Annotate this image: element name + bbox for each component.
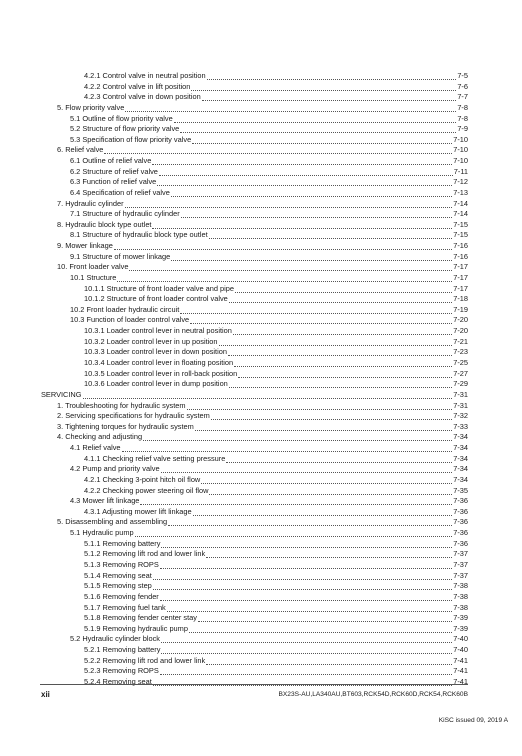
toc-entry-page: 7-17: [453, 262, 468, 272]
toc-entry-page: 7-38: [453, 591, 468, 601]
toc-entry-title: 8. Hydraulic block type outlet: [57, 219, 152, 229]
toc-entry-page: 7-23: [453, 347, 468, 357]
toc-leader-dots: [229, 381, 452, 388]
toc-entry-title: 5.2.3 Removing ROPS: [84, 666, 159, 676]
toc-leader-dots: [129, 264, 452, 271]
toc-entry: [84, 347, 468, 356]
toc-leader-dots: [135, 530, 453, 537]
toc-entry: [57, 432, 468, 441]
toc-entry-title: 5.2 Hydraulic cylinder block: [70, 634, 160, 644]
toc-entry-page: 7-37: [453, 570, 468, 580]
toc-entry: [70, 177, 468, 186]
toc-leader-dots: [233, 328, 452, 335]
toc-entry: [84, 507, 468, 516]
toc-entry: [84, 454, 468, 463]
toc-leader-dots: [152, 222, 452, 229]
toc-leader-dots: [209, 488, 452, 495]
toc-entry-title: 5.1.3 Removing ROPS: [84, 559, 159, 569]
toc-entry-title: 4.3.1 Adjusting mower lift linkage: [84, 506, 192, 516]
toc-entry-page: 7-34: [453, 464, 468, 474]
toc-entry-title: 5.2 Structure of flow priority valve: [70, 124, 180, 134]
toc-leader-dots: [211, 413, 452, 420]
toc-entry: [70, 188, 468, 197]
toc-entry-page: 7-40: [453, 645, 468, 655]
toc-entry: [84, 603, 468, 612]
toc-leader-dots: [153, 583, 452, 590]
toc-entry-page: 7-9: [457, 124, 468, 134]
toc-entry-page: 7-27: [453, 368, 468, 378]
toc-entry-page: 7-10: [453, 134, 468, 144]
toc-entry-page: 7-19: [453, 304, 468, 314]
toc-leader-dots: [160, 594, 452, 601]
toc-entry-page: 7-37: [453, 549, 468, 559]
toc-entry: [57, 199, 468, 208]
toc-leader-dots: [161, 466, 453, 473]
toc-entry: [84, 592, 468, 601]
toc-leader-dots: [192, 137, 452, 144]
toc-leader-dots: [189, 626, 452, 633]
toc-entry-page: 7-14: [453, 198, 468, 208]
toc-entry-page: 7-37: [453, 559, 468, 569]
toc-entry: [84, 379, 468, 388]
toc-entry: [84, 645, 468, 654]
toc-entry: [70, 135, 468, 144]
toc-entry-page: 7-41: [453, 666, 468, 676]
toc-entry-title: 4.2.1 Control valve in neutral position: [84, 71, 206, 80]
toc-entry: [70, 114, 468, 123]
toc-entry-page: 7-38: [453, 602, 468, 612]
toc-entry-title: 5.1.7 Removing fuel tank: [84, 602, 166, 612]
toc-entry: [84, 284, 468, 293]
toc-entry-title: 5.1.6 Removing fender: [84, 591, 159, 601]
toc-entry-title: 10.3.2 Loader control lever in up position: [84, 336, 218, 346]
toc-entry-title: 4.1 Relief valve: [70, 443, 121, 453]
toc-leader-dots: [219, 339, 453, 346]
toc-entry: [70, 315, 468, 324]
toc-entry: [57, 145, 468, 154]
toc-entry: [70, 634, 468, 643]
toc-leader-dots: [83, 392, 453, 399]
toc-entry: [70, 230, 468, 239]
toc-entry-title: 4.2.2 Control valve in lift position: [84, 81, 191, 91]
toc-entry: [57, 262, 468, 271]
toc-entry-title: 5.1.8 Removing fender center stay: [84, 613, 197, 623]
toc-entry-title: 8.1 Structure of hydraulic block type outlet: [70, 230, 208, 240]
toc-entry-page: 7-17: [453, 283, 468, 293]
toc-leader-dots: [167, 605, 452, 612]
toc-entry-title: 10.3.1 Loader control lever in neutral position: [84, 326, 232, 336]
toc-entry-title: 6.1 Outline of relief valve: [70, 156, 152, 166]
toc-entry-page: 7-15: [453, 219, 468, 229]
toc-entry: [70, 496, 468, 505]
toc-leader-dots: [174, 116, 457, 123]
toc-leader-dots: [235, 286, 452, 293]
toc-entry: [41, 390, 468, 399]
toc-leader-dots: [226, 456, 452, 463]
toc-entry: [70, 209, 468, 218]
toc-leader-dots: [143, 434, 452, 441]
toc-entry-page: 7-25: [453, 358, 468, 367]
toc-entry-title: 4.2.1 Checking 3-point hitch oil flow: [84, 474, 201, 484]
toc-leader-dots: [152, 158, 452, 165]
toc-leader-dots: [157, 179, 452, 186]
toc-entry-page: 7-39: [453, 613, 468, 623]
toc-entry-page: 7-29: [453, 379, 468, 389]
toc-entry-page: 7-13: [453, 187, 468, 197]
toc-entry-page: 7-36: [453, 538, 468, 548]
toc-entry: [70, 464, 468, 473]
toc-entry-page: 7-34: [453, 453, 468, 463]
toc-entry: [84, 369, 468, 378]
toc-entry-title: 5.1.1 Removing battery: [84, 538, 161, 548]
toc-entry-page: 7-34: [453, 443, 468, 453]
toc-leader-dots: [181, 211, 453, 218]
toc-entry: [84, 539, 468, 548]
toc-leader-dots: [160, 562, 452, 569]
toc-entry-title: 5.2.2 Removing lift rod and lower link: [84, 655, 206, 665]
toc-leader-dots: [161, 647, 452, 654]
toc-entry-page: 7-5: [457, 71, 468, 80]
toc-entry: [84, 549, 468, 558]
toc-entry-title: 10.1.2 Structure of front loader control valve: [84, 294, 228, 304]
toc-entry: [70, 156, 468, 165]
toc-entry: [84, 92, 468, 101]
toc-entry-title: 5.1.4 Removing seat: [84, 570, 152, 580]
toc-entry-title: 5.2.1 Removing battery: [84, 645, 161, 655]
toc-entry-page: 7-18: [453, 294, 468, 304]
toc-entry-page: 7-31: [453, 389, 468, 399]
toc-leader-dots: [104, 147, 452, 154]
toc-entry-title: 5.1.5 Removing step: [84, 581, 152, 591]
toc-leader-dots: [125, 105, 456, 112]
toc-entry-title: 5.3 Specification of flow priority valve: [70, 134, 192, 144]
toc-leader-dots: [160, 668, 452, 675]
toc-entry-page: 7-7: [457, 92, 468, 102]
toc-entry-page: 7-16: [453, 241, 468, 251]
toc-entry-title: SERVICING: [41, 389, 82, 399]
toc-entry-page: 7-6: [457, 81, 468, 91]
toc-entry: [57, 241, 468, 250]
toc-entry-page: 7-35: [453, 485, 468, 495]
toc-entry: [70, 443, 468, 452]
toc-entry-page: 7-8: [457, 113, 468, 123]
toc-leader-dots: [117, 275, 452, 282]
toc-entry-page: 7-20: [453, 326, 468, 336]
toc-leader-dots: [114, 243, 452, 250]
toc-entry-page: 7-34: [453, 474, 468, 484]
toc-entry-title: 6. Relief valve: [57, 145, 104, 155]
toc-entry-page: 7-34: [453, 432, 468, 442]
toc-entry-title: 4. Checking and adjusting: [57, 432, 143, 442]
toc-entry: [70, 167, 468, 176]
toc-entry-page: 7-10: [453, 156, 468, 166]
toc-entry: [57, 517, 468, 526]
toc-entry: [84, 486, 468, 495]
toc-entry-title: 4.1.1 Checking relief valve setting pressure: [84, 453, 226, 463]
toc-entry-title: 4.3 Mower lift linkage: [70, 496, 140, 506]
toc-entry-page: 7-36: [453, 496, 468, 506]
page-number: xii: [41, 690, 50, 699]
toc-entry-page: 7-8: [457, 102, 468, 112]
toc-entry-title: 5.1 Hydraulic pump: [70, 528, 134, 538]
toc-entry: [84, 326, 468, 335]
toc-entry-title: 10.3.3 Loader control lever in down position: [84, 347, 227, 357]
toc-leader-dots: [206, 658, 452, 665]
toc-entry-page: 7-15: [453, 230, 468, 240]
toc-entry-page: 7-16: [453, 251, 468, 261]
toc-entry-title: 4.2 Pump and priority valve: [70, 464, 160, 474]
toc-entry: [84, 613, 468, 622]
toc-leader-dots: [125, 201, 453, 208]
toc-leader-dots: [191, 84, 456, 91]
toc-entry-page: 7-41: [453, 676, 468, 686]
toc-entry-page: 7-17: [453, 272, 468, 282]
toc-entry: [57, 103, 468, 112]
toc-leader-dots: [180, 126, 456, 133]
toc-entry: [70, 273, 468, 282]
toc-entry: [84, 337, 468, 346]
toc-entry-page: 7-31: [453, 400, 468, 410]
toc-leader-dots: [234, 360, 452, 367]
toc-entry-title: 10.1.1 Structure of front loader valve and pipe: [84, 283, 234, 293]
toc-entry-title: 3. Tightening torques for hydraulic system: [57, 421, 194, 431]
toc-entry-page: 7-36: [453, 517, 468, 527]
toc-entry-title: 2. Servicing specifications for hydraulic system: [57, 411, 210, 421]
toc-leader-dots: [228, 349, 452, 356]
toc-entry: [84, 294, 468, 303]
toc-leader-dots: [195, 424, 452, 431]
toc-entry-title: 9. Mower linkage: [57, 241, 113, 251]
toc-entry: [84, 358, 468, 367]
toc-entry-title: 10.2 Front loader hydraulic circuit: [70, 304, 180, 314]
toc-leader-dots: [161, 541, 452, 548]
toc-entry: [70, 124, 468, 133]
toc-entry-title: 5.1 Outline of flow priority valve: [70, 113, 173, 123]
toc-leader-dots: [229, 296, 452, 303]
toc-entry-title: 7.1 Structure of hydraulic cylinder: [70, 209, 180, 219]
toc-entry-title: 10.3.6 Loader control lever in dump position: [84, 379, 228, 389]
toc-leader-dots: [171, 190, 452, 197]
footer-rule: [40, 684, 468, 685]
toc-leader-dots: [180, 307, 452, 314]
toc-entry: [84, 581, 468, 590]
toc-entry-page: 7-14: [453, 209, 468, 219]
toc-entry-title: 5.2.4 Removing seat: [84, 676, 152, 686]
toc-entry-page: 7-11: [453, 166, 468, 176]
toc-entry-title: 4.2.3 Control valve in down position: [84, 92, 201, 102]
toc-entry-title: 6.2 Structure of relief valve: [70, 166, 158, 176]
toc-leader-dots: [187, 403, 453, 410]
toc-leader-dots: [238, 371, 452, 378]
toc-entry: [57, 401, 468, 410]
toc-entry-title: 4.2.2 Checking power steering oil flow: [84, 485, 209, 495]
toc-entry-title: 10.3.5 Loader control lever in roll-back position: [84, 368, 238, 378]
toc-entry-page: 7-32: [453, 411, 468, 421]
toc-entry: [84, 475, 468, 484]
toc-entry-page: 7-36: [453, 528, 468, 538]
toc-entry: [84, 560, 468, 569]
toc-leader-dots: [209, 232, 453, 239]
toc-leader-dots: [190, 317, 452, 324]
toc-leader-dots: [198, 615, 452, 622]
toc-leader-dots: [171, 254, 452, 261]
toc-leader-dots: [207, 73, 457, 80]
toc-entry: [57, 411, 468, 420]
toc-leader-dots: [122, 445, 453, 452]
toc-entry: [84, 71, 468, 80]
toc-entry: [57, 220, 468, 229]
toc-entry: [84, 82, 468, 91]
toc-leader-dots: [140, 498, 452, 505]
toc-entry-title: 1. Troubleshooting for hydraulic system: [57, 400, 186, 410]
toc-entry: [70, 305, 468, 314]
toc-entry-page: 7-36: [453, 506, 468, 516]
toc-entry-title: 6.4 Specification of relief valve: [70, 187, 170, 197]
toc-entry-title: 10. Front loader valve: [57, 262, 129, 272]
toc-entry: [84, 571, 468, 580]
toc-entry-title: 6.3 Function of relief valve: [70, 177, 157, 187]
toc-entry-title: 7. Hydraulic cylinder: [57, 198, 124, 208]
toc-entry: [57, 422, 468, 431]
toc-entry-page: 7-39: [453, 623, 468, 633]
toc-entry-page: 7-38: [453, 581, 468, 591]
toc-entry: [84, 666, 468, 675]
toc-entry: [70, 252, 468, 261]
toc-leader-dots: [206, 551, 452, 558]
toc-entry-title: 5. Disassembling and assembling: [57, 517, 168, 527]
toc-entry-title: 10.3.4 Loader control lever in floating position: [84, 358, 234, 367]
toc-entry: [84, 656, 468, 665]
toc-entry: [70, 528, 468, 537]
issue-note: KiSC issued 09, 2019 A: [438, 717, 508, 724]
toc-entry: [84, 624, 468, 633]
toc-leader-dots: [168, 519, 452, 526]
model-list: BX23S-AU,LA340AU,BT603,RCK54D,RCK60D,RCK54,RCK60B: [278, 691, 468, 698]
toc-entry-page: 7-21: [453, 336, 468, 346]
toc-entry-title: 10.3 Function of loader control valve: [70, 315, 190, 325]
toc-entry-page: 7-40: [453, 634, 468, 644]
toc-entry-title: 5.1.9 Removing hydraulic pump: [84, 623, 188, 633]
toc-entry-page: 7-33: [453, 421, 468, 431]
toc-leader-dots: [193, 509, 453, 516]
toc-entry-title: 5.1.2 Removing lift rod and lower link: [84, 549, 206, 559]
toc-entry-page: 7-10: [453, 145, 468, 155]
toc-leader-dots: [159, 169, 453, 176]
toc-entry-title: 10.1 Structure: [70, 272, 117, 282]
toc-leader-dots: [161, 636, 452, 643]
toc-entry-title: 9.1 Structure of mower linkage: [70, 251, 171, 261]
toc-leader-dots: [202, 94, 457, 101]
toc-entry-page: 7-20: [453, 315, 468, 325]
toc-entry-title: 5. Flow priority valve: [57, 102, 125, 112]
toc-leader-dots: [153, 573, 452, 580]
toc-entry-page: 7-12: [453, 177, 468, 187]
toc-entry-page: 7-41: [453, 655, 468, 665]
toc-leader-dots: [201, 477, 452, 484]
